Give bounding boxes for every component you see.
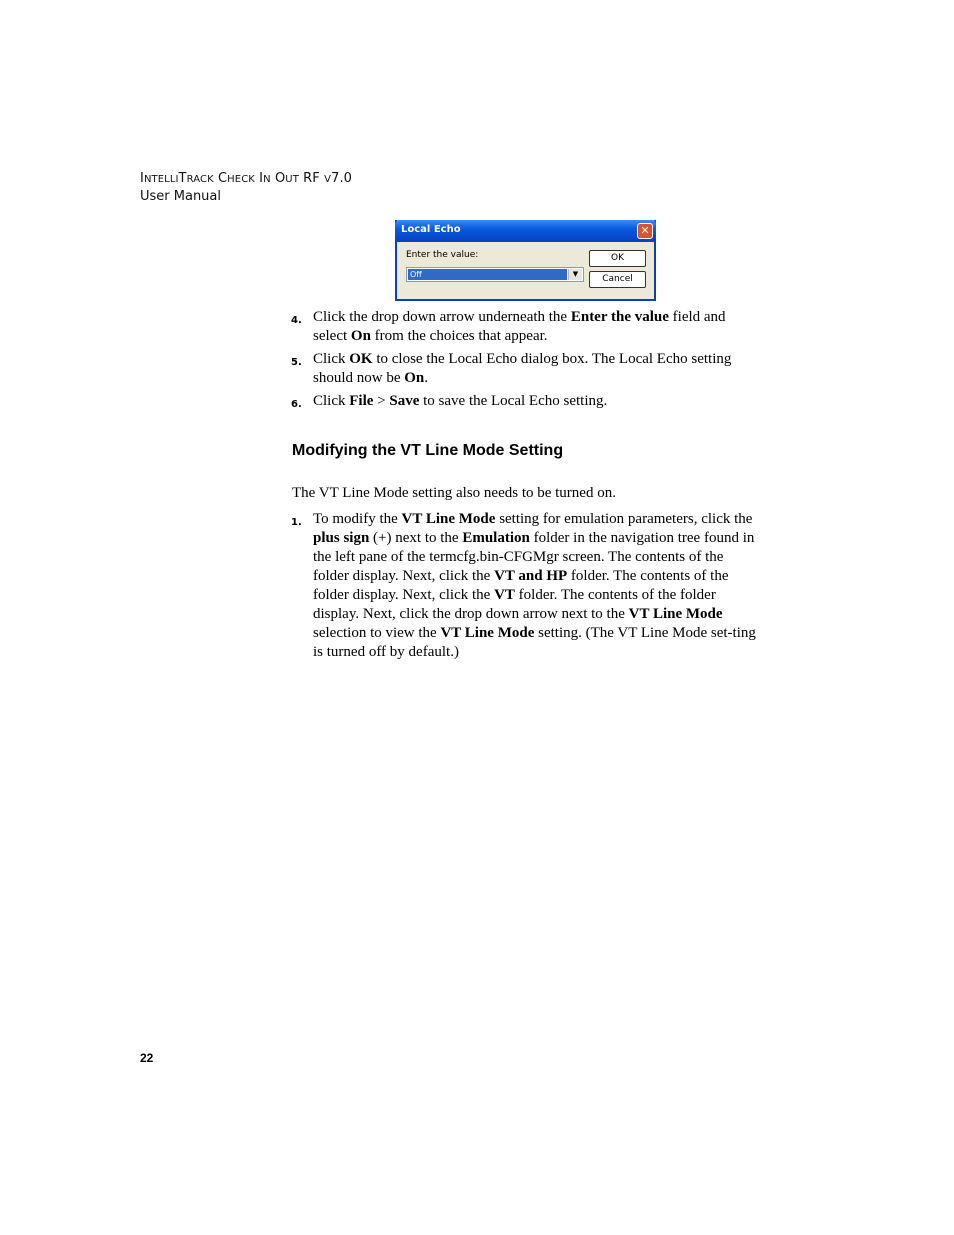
dialog-titlebar[interactable]: [395, 220, 656, 242]
header-title-part: T: [178, 171, 187, 186]
header-title-part: RACK: [186, 174, 214, 185]
bold-term: VT Line Mode: [628, 606, 723, 622]
local-echo-dialog: [395, 220, 656, 301]
bold-term: On: [350, 328, 371, 344]
step-text: Click OK to close the Local Echo dialog box. The Local Echo setting should now be On.: [313, 351, 732, 386]
header-title-part: I: [254, 171, 264, 186]
header-title-part: C: [213, 171, 228, 186]
step-item: [291, 392, 761, 411]
ok-button[interactable]: OK: [589, 250, 646, 267]
bold-term: OK: [349, 351, 373, 367]
header-title-part: O: [270, 171, 286, 186]
enter-value-label: Enter the value:: [406, 250, 479, 260]
step-text: Click the drop down arrow underneath the Enter the value field and select On from the choices that appear.: [313, 309, 726, 344]
bold-term: VT: [494, 587, 515, 603]
header-subtitle: User Manual: [140, 189, 222, 204]
header-title-part: N: [263, 174, 271, 185]
section-heading: Modifying the VT Line Mode Setting: [292, 442, 564, 459]
section-intro: The VT Line Mode setting also needs to be turned on.: [292, 485, 616, 501]
value-dropdown[interactable]: [406, 267, 584, 282]
header-title-part: 7.0: [331, 171, 353, 186]
step-text: To modify the VT Line Mode setting for emulation parameters, click the plus sign (+) next to the Emulation folder in the navigation tree found in the left pane of the termcfg.bin-CFGMgr screen. The contents of the folder display. Next, click the VT and HP folder. The contents of the folder display. Next, click the VT folder. The contents of the folder display. Next, click the drop down arrow next to the VT Line Mode selection to view the VT Line Mode setting. (The VT Line Mode set-ting is turned off by default.): [313, 511, 756, 660]
dialog-title: Local Echo: [401, 224, 461, 235]
dropdown-selected-value: Off: [408, 269, 567, 280]
step-text: Click File > Save to save the Local Echo setting.: [313, 393, 608, 409]
step-number: 6.: [291, 399, 302, 410]
header-title-part: UT: [285, 174, 299, 185]
header-title-part: HECK: [227, 174, 255, 185]
page-number: 22: [140, 1051, 154, 1065]
step-number: 1.: [291, 517, 302, 528]
header-title-part: NTELLI: [143, 174, 179, 185]
header-title: [140, 170, 352, 188]
bold-term: On: [404, 370, 425, 386]
running-header: [140, 170, 352, 205]
bold-term: VT Line Mode: [401, 511, 496, 527]
bold-term: Enter the value: [570, 309, 669, 325]
bold-term: VT and HP: [494, 568, 568, 584]
bold-term: VT Line Mode: [440, 625, 535, 641]
header-title-part: V: [324, 174, 332, 185]
step-item: [291, 510, 757, 662]
step-item: [291, 308, 761, 346]
bold-term: plus sign: [313, 530, 370, 546]
close-icon[interactable]: ✕: [637, 223, 653, 239]
bold-term: Emulation: [462, 530, 530, 546]
chevron-down-icon[interactable]: ▼: [568, 269, 582, 280]
bold-term: Save: [389, 393, 420, 409]
bold-term: File: [349, 393, 374, 409]
step-number: 5.: [291, 357, 302, 368]
header-title-part: RF: [298, 171, 325, 186]
header-title-part: I: [140, 171, 144, 186]
step-item: [291, 350, 761, 388]
step-number: 4.: [291, 315, 302, 326]
cancel-button[interactable]: Cancel: [589, 271, 646, 288]
